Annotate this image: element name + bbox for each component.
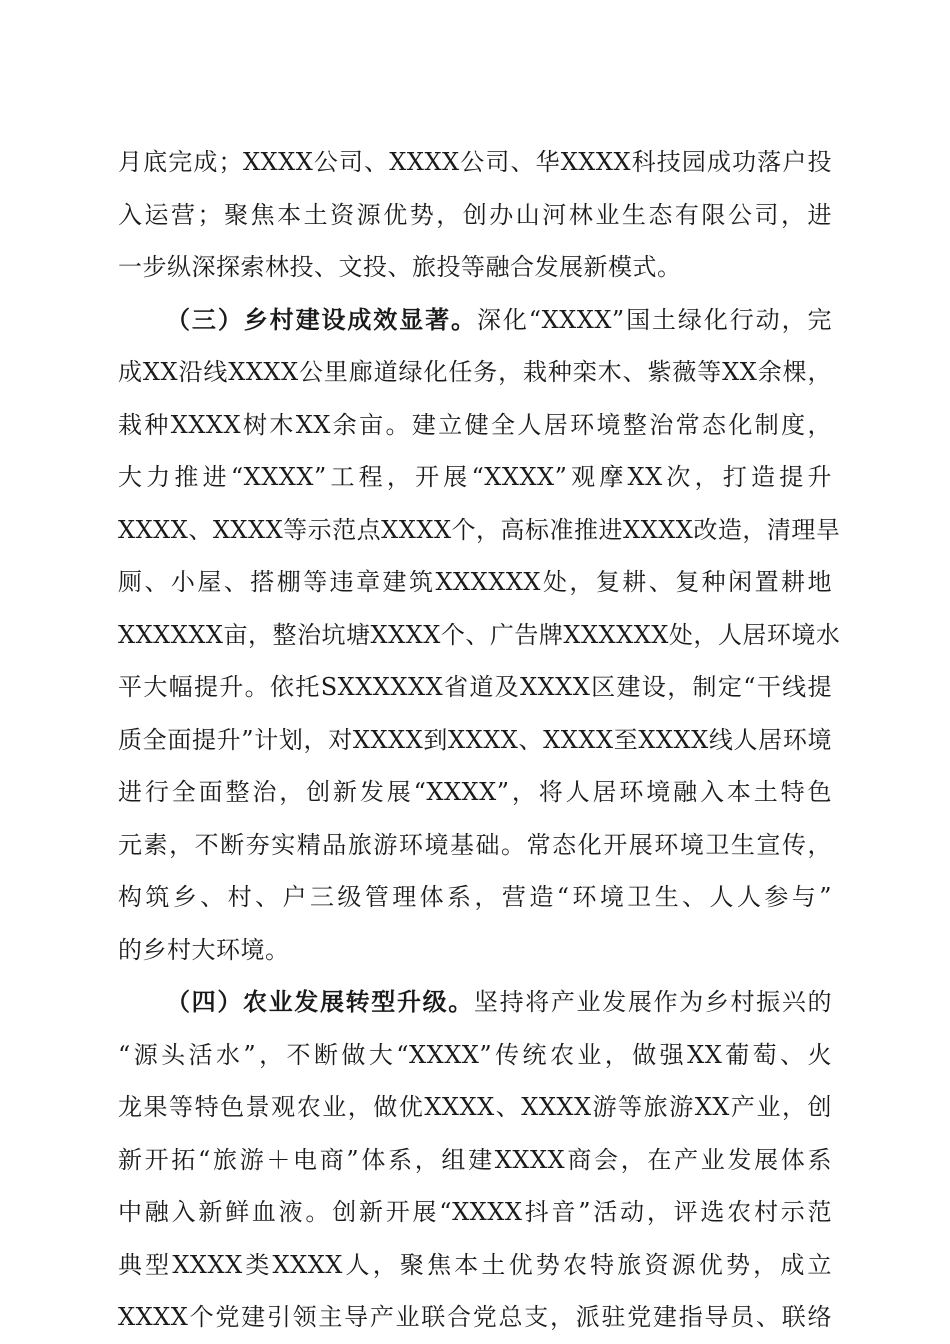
text-line: 进行全面整治，创新发展“XXXX”，将人居环境融入本土特色 (118, 778, 832, 806)
text-run: 深化“XXXX”国土绿化行动，完 (476, 305, 832, 334)
text-line: 厕、小屋、搭棚等违章建筑XXXXXX处，复耕、复种闲置耕地 (118, 568, 832, 596)
text-line (118, 976, 832, 1029)
text-line: 平大幅提升。依托SXXXXXX省道及XXXX区建设，制定“干线提 (118, 673, 832, 701)
section-heading: （三）乡村建设成效显著。 (166, 304, 477, 334)
text-line: 大力推进“XXXX”工程，开展“XXXX”观摩XX次，打造提升 (118, 463, 832, 491)
text-line: 新开拓“旅游＋电商”体系，组建XXXX商会，在产业发展体系 (118, 1145, 832, 1174)
text-line: 中融入新鲜血液。创新开展“XXXX抖音”活动，评选农村示范 (118, 1198, 832, 1226)
paragraph-2 (118, 294, 841, 977)
text-line: 的乡村大环境。 (118, 935, 290, 964)
text-line: XXXX、XXXX等示范点XXXX个，高标准推进XXXX改造，清理旱 (118, 515, 841, 544)
paragraph-3 (118, 976, 832, 1344)
text-line: 月底完成；XXXX公司、XXXX公司、华XXXX科技园成功落户投 (118, 148, 832, 176)
text-line: 元素，不断夯实精品旅游环境基础。常态化开展环境卫生宣传， (118, 830, 832, 859)
paragraph-1 (118, 136, 832, 294)
text-line: 典型XXXX类XXXX人，聚焦本土优势农特旅资源优势，成立 (118, 1250, 832, 1279)
text-line: 一步纵深探索林投、文投、旅投等融合发展新模式。 (118, 253, 682, 281)
text-line: 栽种XXXX树木XX余亩。建立健全人居环境整治常态化制度， (118, 410, 832, 439)
text-line (118, 294, 832, 347)
document-body (118, 136, 841, 1344)
text-line: XXXX个党建引领主导产业联合党总支，派驻党建指导员、联络 (118, 1303, 832, 1331)
text-line: 构筑乡、村、户三级管理体系，营造“环境卫生、人人参与” (118, 883, 832, 911)
text-line: 龙果等特色景观农业，做优XXXX、XXXX游等旅游XX产业，创 (118, 1093, 832, 1121)
text-line: 成XX沿线XXXX公里廊道绿化任务，栽种栾木、紫薇等XX余棵， (118, 358, 832, 386)
text-run: 坚持将产业发展作为乡村振兴的 (473, 988, 833, 1016)
section-heading: （四）农业发展转型升级。 (166, 987, 474, 1016)
text-line: 入运营；聚焦本土资源优势，创办山河林业生态有限公司，进 (118, 200, 832, 229)
text-line: 质全面提升”计划，对XXXX到XXXX、XXXX至XXXX线人居环境 (118, 725, 832, 754)
text-line: XXXXXX亩，整治坑塘XXXX个、广告牌XXXXXX处，人居环境水 (118, 620, 841, 649)
text-line: “源头活水”，不断做大“XXXX”传统农业，做强XX葡萄、火 (118, 1040, 832, 1069)
